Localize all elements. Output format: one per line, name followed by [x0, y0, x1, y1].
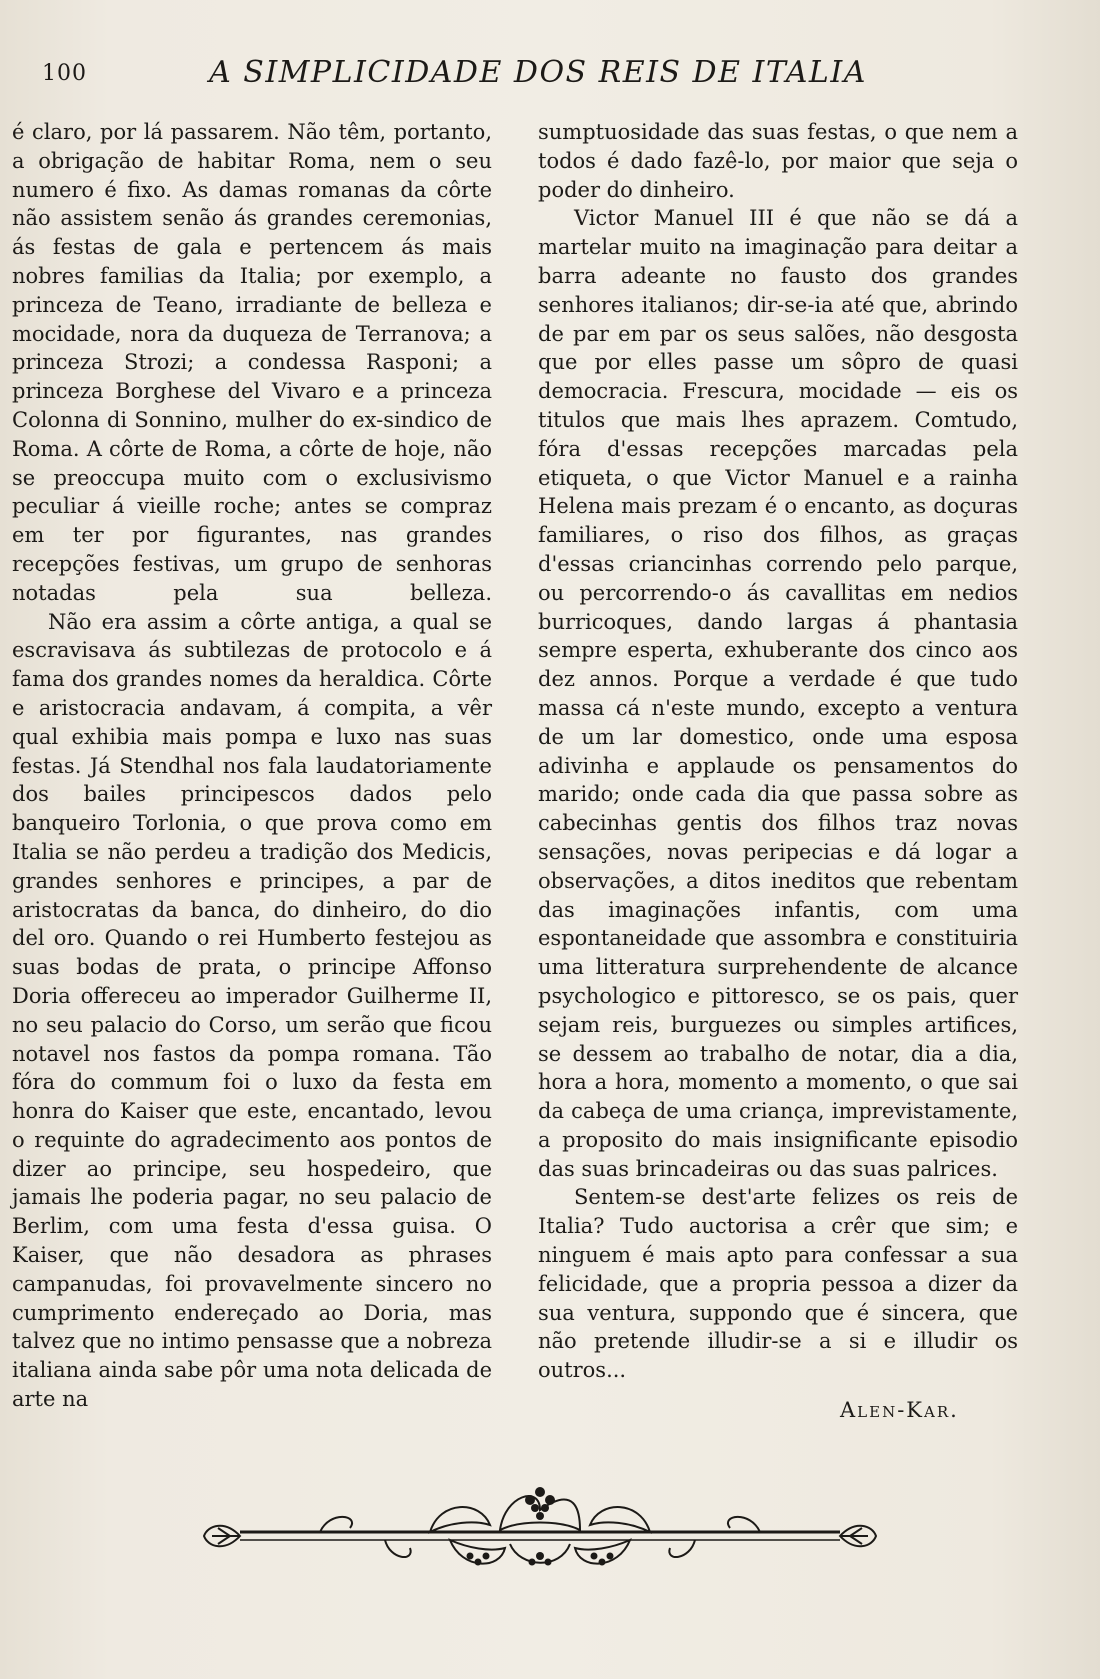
floral-vine-ornament-icon — [200, 1470, 880, 1580]
paragraph: Sentem-se dest'arte felizes os reis de Italia? Tudo auctorisa a crêr que sim; e ninguem é mais apto para confessar a sua felicidade, que a propria pessoa a dizer da sua ventura, suppondo que é sincera, que não pretende illudir-se a si e illudir os outros... — [538, 1185, 1018, 1383]
author-signature: Alen-Kar. — [840, 1398, 959, 1422]
running-title: A SIMPLICIDADE DOS REIS DE ITALIA — [209, 55, 867, 90]
right-column — [538, 118, 1018, 1385]
paragraph: Não era assim a côrte antiga, a qual se escravisava ás subtilezas de protocolo e á fama dos grandes nomes da heraldica. Côrte e aristocracia andavam, á compita, a vêr qual exhibia mais pompa e luxo nas suas festas. Já Stendhal nos fala laudatoriamente dos bailes principescos dados pelo banqueiro Torlonia, o que prova como em Italia se não perdeu a tradição dos Medicis, grandes senhores e principes, a par de aristocratas da banca, do dinheiro, do dio del oro. Quando o rei Humberto festejou as suas bodas de prata, o principe Affonso Doria offereceu ao imperador Guilherme II, no seu palacio do Corso, um serão que ficou notavel nos fastos da pompa romana. Tão fóra do commum foi o luxo da festa em honra do Kaiser que este, encantado, levou o requinte do agradecimento aos pontos de dizer ao principe, seu hospedeiro, que jamais lhe poderia pagar, no seu palacio de Berlim, com uma festa d'essa guisa. O Kaiser, que não desadora as phrases campanudas, foi provavelmente sincero no cumprimento endereçado ao Doria, mas talvez que no intimo pensasse que a nobreza italiana ainda sabe pôr uma nota delicada de arte na — [12, 609, 492, 1412]
paragraph: Victor Manuel III é que não se dá a martelar muito na imaginação para deitar a barra adeante no fausto dos grandes senhores italianos; dir-se-ia até que, abrindo de par em par os seus salões, não desgosta que por elles passe um sôpro de quasi democracia. Frescura, mocidade — eis os titulos que mais lhes aprazem. Comtudo, fóra d'essas recepções marcadas pela etiqueta, o que Victor Manuel e a rainha Helena mais prezam é o encanto, as doçuras familiares, o riso dos filhos, as graças d'essas criancinhas correndo pelo parque, ou percorrendo-o ás cavallitas em nedios burricoques, dando largas á phantasia sempre esperta, exhuberante dos cinco aos dez annos. Porque a verdade é que tudo massa cá n'este mundo, excepto a ventura de um lar domestico, onde uma esposa adivinha e applaude os pensamentos do marido; onde cada dia que passa sobre as cabecinhas gentis dos filhos traz novas sensações, novas peripecias e dá logar a observações, a ditos ineditos que rebentam das imaginações infantis, com uma espontaneidade que assombra e constituiria uma litteratura surprehendente de alcance psychologico e pittoresco, se os pais, quer sejam reis, burguezes ou simples artifices, se dessem ao trabalho de notar, dia a dia, hora a hora, momento a momento, o que sai da cabeça de uma criança, imprevistamente, a proposito do mais insignificante episodio das suas brincadeiras ou das suas palrices. — [538, 206, 1018, 1181]
page-number: 100 — [42, 61, 87, 86]
paragraph: sumptuosidade das suas festas, o que nem a todos é dado fazê-lo, por maior que seja o poder do dinheiro. — [538, 120, 1018, 202]
page-header — [38, 55, 1038, 95]
left-column — [12, 118, 492, 1414]
paragraph: é claro, por lá passarem. Não têm, portanto, a obrigação de habitar Roma, nem o seu numero é fixo. As damas romanas da côrte não assistem senão ás grandes ceremonias, ás festas de gala e pertencem ás mais nobres familias da Italia; por exemplo, a princeza de Teano, irradiante de belleza e mocidade, nora da duqueza de Terranova; a princeza Strozi; a condessa Rasponi; a princeza Borghese del Vivaro e a princeza Colonna di Sonnino, mulher do ex-sindico de Roma. A côrte de Roma, a côrte de hoje, não se preoccupa muito com o exclusivismo peculiar á vieille roche; antes se compraz em ter por figurantes, nas grandes recepções festivas, um grupo de senhoras notadas pela sua belleza. — [12, 120, 492, 605]
